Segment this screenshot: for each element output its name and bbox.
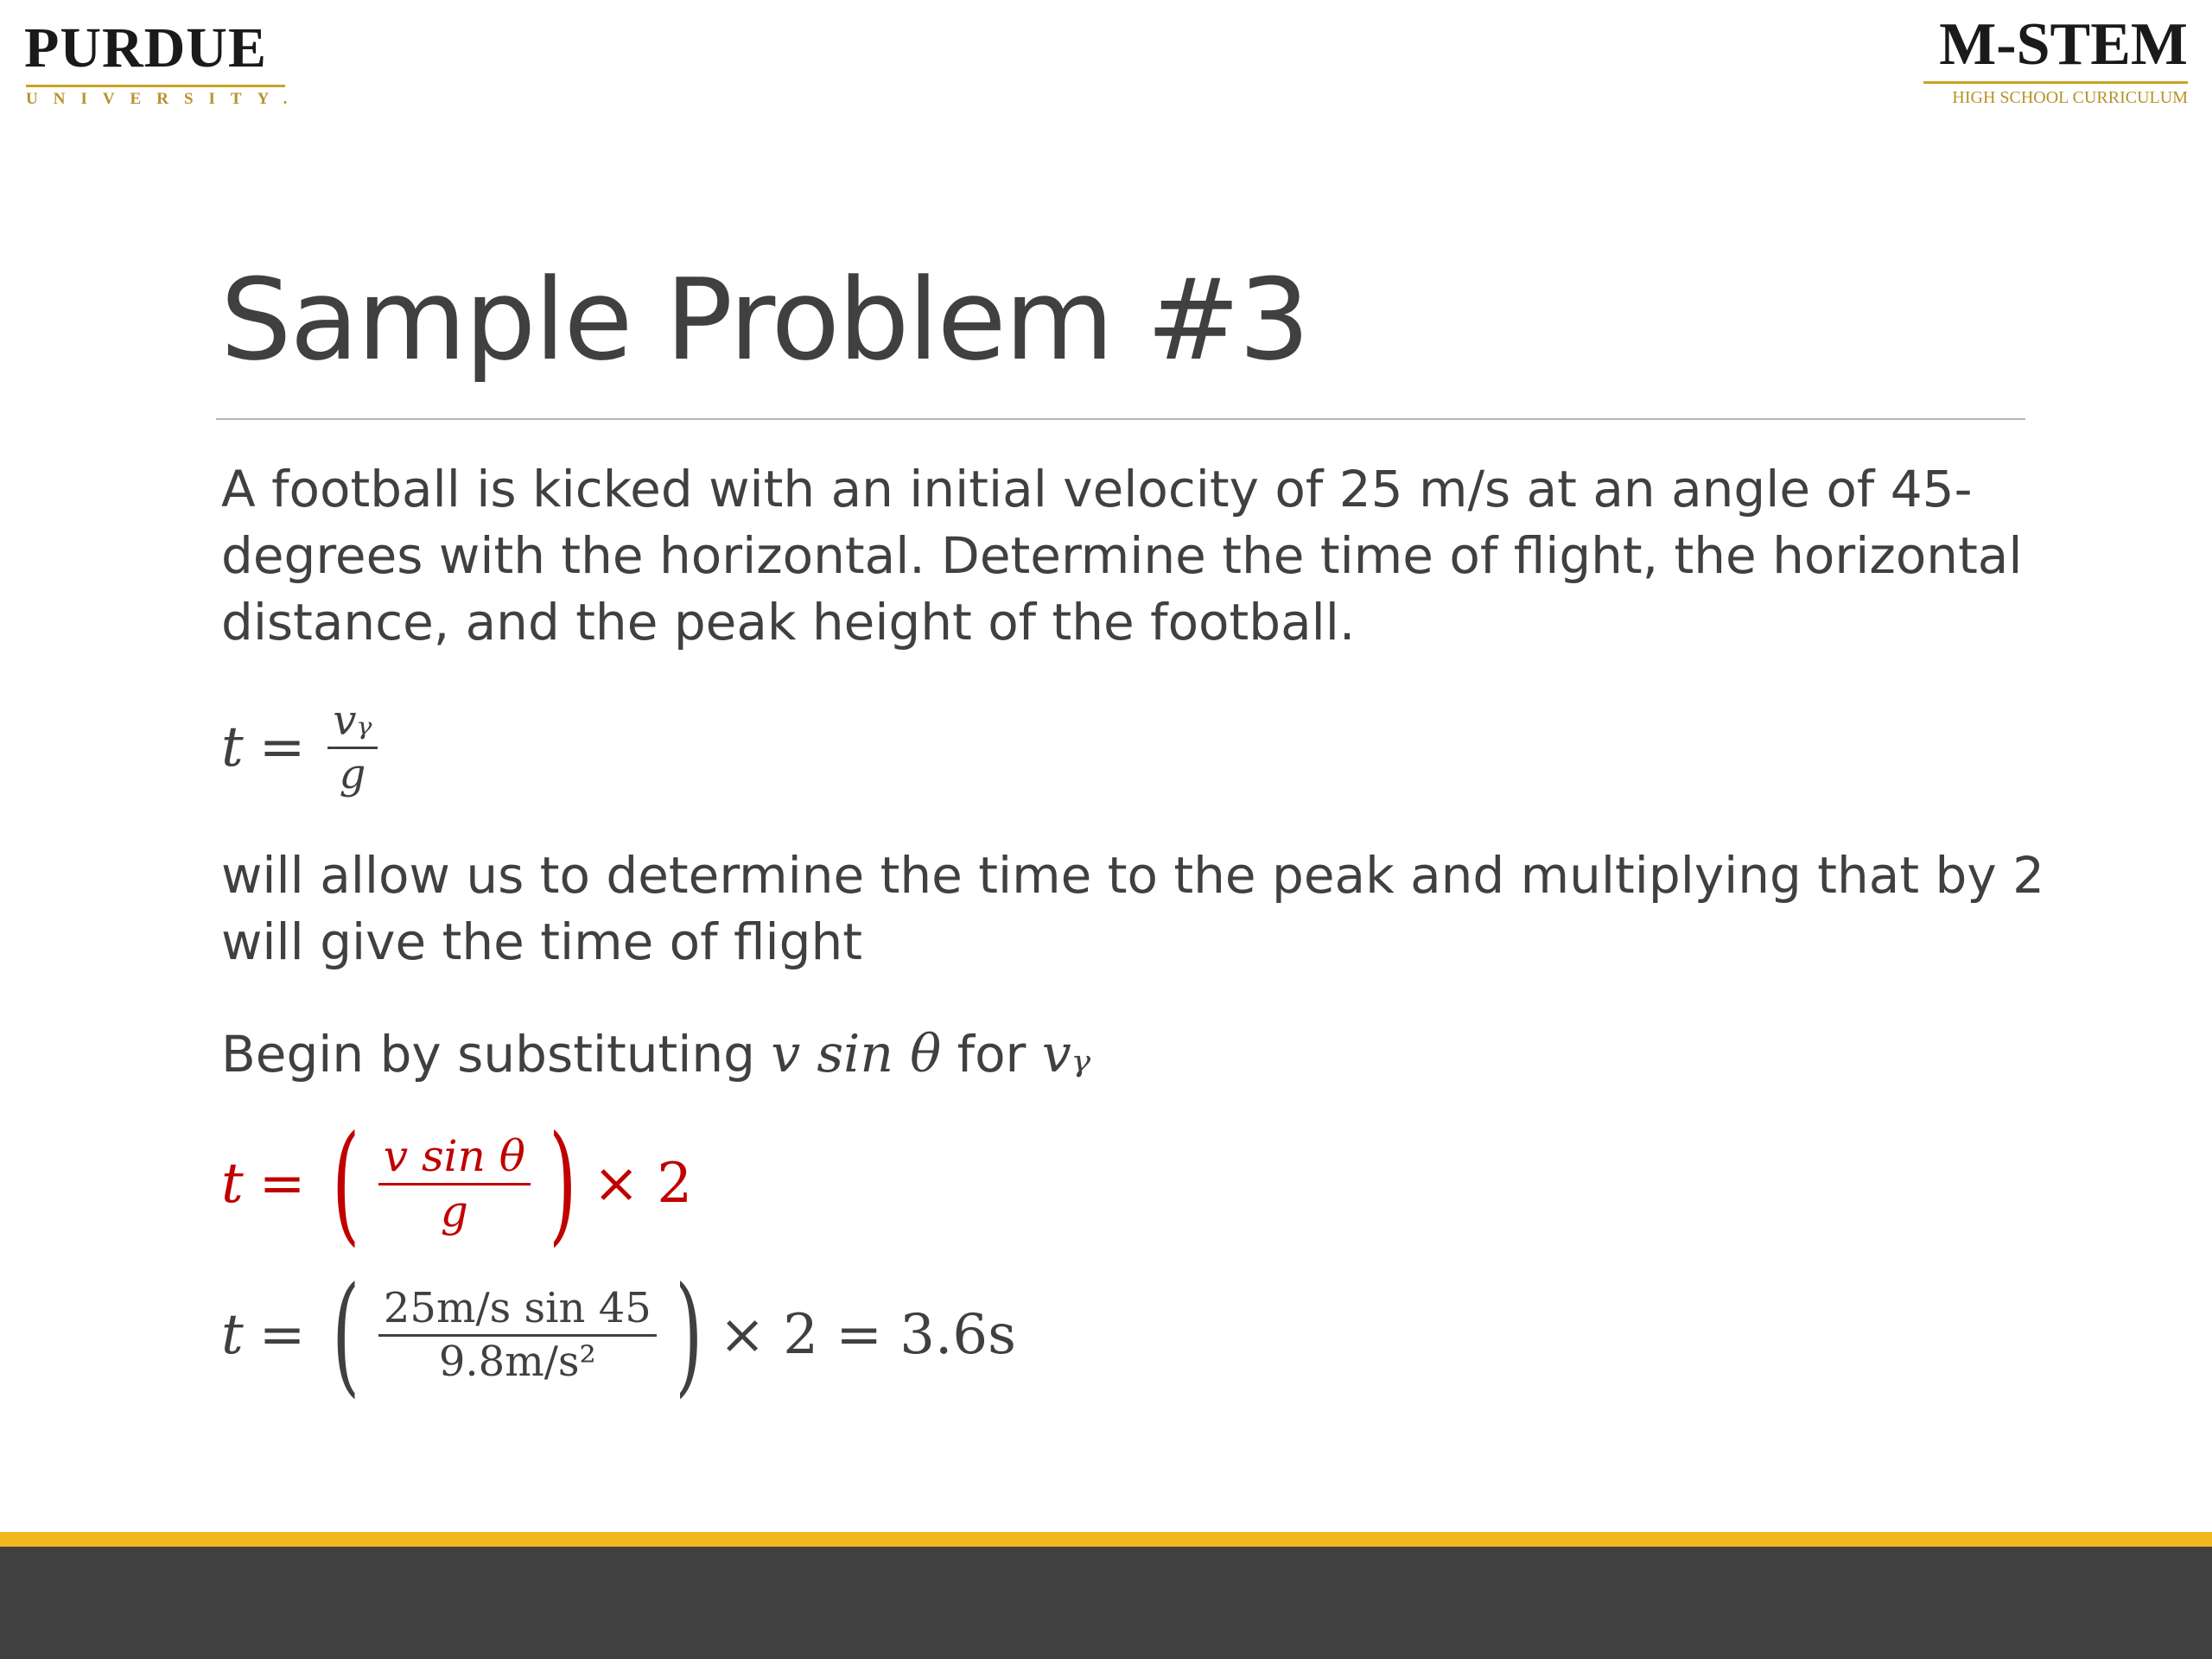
eq1-lhs: t <box>221 715 244 779</box>
mstem-logo-rule <box>1923 81 2188 84</box>
eq2-tail: × 2 <box>593 1152 693 1216</box>
eq2-equals: = <box>258 1152 306 1216</box>
eq3-fraction-bar <box>378 1334 657 1337</box>
substitution-text-2: for <box>941 1025 1042 1084</box>
substitution-instruction <box>221 1020 1090 1089</box>
substitution-variable: vᵧ <box>1041 1024 1091 1084</box>
eq3-tail: × 2 = 3.6s <box>719 1303 1016 1367</box>
purdue-logo <box>24 16 303 108</box>
equation-time-to-peak <box>221 687 385 808</box>
purdue-logo-sub: UNIVERSITY. <box>26 90 303 108</box>
purdue-logo-rule <box>26 85 285 87</box>
eq2-fraction-bar <box>378 1183 531 1185</box>
eq1-equals: = <box>258 715 306 779</box>
eq3-denominator: 9.8m/s² <box>438 1337 596 1386</box>
eq2-lhs: t <box>221 1152 244 1216</box>
eq2-numerator: v sin θ <box>383 1131 525 1181</box>
mstem-logo <box>1911 10 2188 105</box>
mstem-logo-name: M-STEM <box>1939 11 2188 78</box>
eq2-denominator: g <box>440 1185 468 1236</box>
footer-gold-stripe <box>0 1532 2212 1547</box>
eq2-left-paren: ( <box>332 1109 360 1259</box>
eq1-numerator: vᵧ <box>333 696 372 746</box>
eq3-lhs: t <box>221 1303 244 1367</box>
mstem-logo-sub: HIGH SCHOOL CURRICULUM <box>1952 88 2188 107</box>
substitution-expression: v sin θ <box>771 1024 942 1084</box>
eq3-fraction <box>378 1284 657 1386</box>
eq1-fraction-bar <box>327 747 377 749</box>
eq3-left-paren: ( <box>332 1260 360 1410</box>
eq1-fraction <box>327 696 377 798</box>
footer-dark-band <box>0 1547 2212 1659</box>
equation-numeric <box>221 1260 1016 1410</box>
eq2-fraction <box>378 1131 531 1236</box>
equation-substituted <box>221 1109 693 1259</box>
eq2-right-paren: ) <box>549 1109 577 1259</box>
explanation-text: will allow us to determine the time to the peak and multiplying that by 2 will give the time of flight <box>221 846 2044 971</box>
purdue-logo-name: PURDUE <box>24 16 267 79</box>
eq1-denominator: g <box>339 749 366 798</box>
slide-title: Sample Problem #3 <box>220 254 1309 385</box>
title-divider <box>216 418 2025 420</box>
eq3-numerator: 25m/s sin 45 <box>383 1284 652 1333</box>
substitution-text-1: Begin by substituting <box>221 1025 772 1084</box>
eq3-right-paren: ) <box>674 1260 703 1410</box>
problem-statement: A football is kicked with an initial velocity of 25 m/s at an angle of 45-degrees with the horizontal. Determine the time of flight, the horizontal distance, and the peak height of the football. <box>221 460 2023 652</box>
eq3-equals: = <box>258 1303 306 1367</box>
